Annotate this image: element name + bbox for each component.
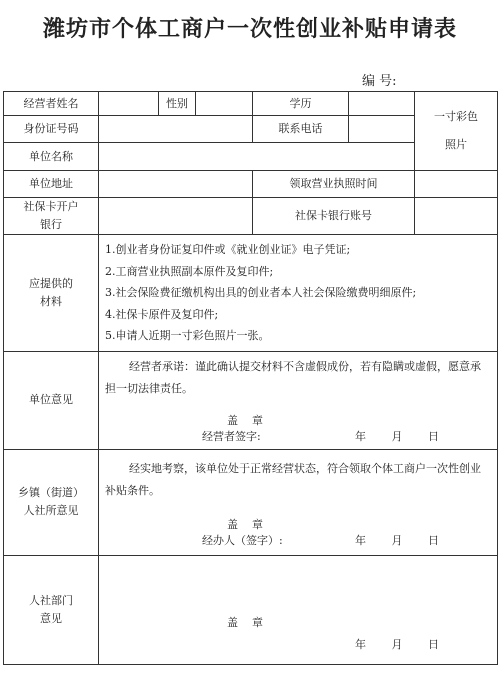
id-number-label: 身份证号码 xyxy=(4,116,99,143)
bank-open-label xyxy=(4,198,99,235)
operator-name-label: 经营者姓名 xyxy=(4,92,99,116)
unit-address-field[interactable] xyxy=(99,171,253,198)
education-field[interactable] xyxy=(349,92,415,116)
dept-opinion-seal: 盖章 xyxy=(227,616,277,629)
card-account-label: 社保卡银行账号 xyxy=(253,198,415,235)
handler-signature-label: 经办人（签字）: xyxy=(202,534,283,547)
list-item: 4.社保卡原件及复印件; xyxy=(105,307,219,321)
operator-signature-label: 经营者签字: xyxy=(202,430,261,443)
row-bank xyxy=(4,198,498,235)
row-materials xyxy=(4,235,498,352)
row-dept-opinion xyxy=(4,555,498,664)
card-account-field[interactable] xyxy=(415,198,498,235)
unit-opinion-text: 经营者承诺：谨此确认提交材料不含虚假成份，若有隐瞒或虚假，愿意承担一切法律责任。 xyxy=(105,360,481,395)
township-opinion-seal: 盖章 xyxy=(227,518,277,531)
license-time-label: 领取营业执照时间 xyxy=(253,171,415,198)
license-time-field[interactable] xyxy=(415,171,498,198)
township-opinion-label-line1: 乡镇（街道） xyxy=(18,486,84,499)
photo-label-line2: 照片 xyxy=(445,138,467,151)
township-opinion-text: 经实地考察，该单位处于正常经营状态，符合领取个体工商户一次性创业补贴条件。 xyxy=(105,462,481,497)
operator-name-field[interactable] xyxy=(99,92,159,116)
dept-opinion-box[interactable] xyxy=(99,555,498,664)
row-unit-opinion xyxy=(4,351,498,449)
list-item: 1.创业者身份证复印件或《就业创业证》电子凭证; xyxy=(105,243,351,256)
township-opinion-label-line2: 人社所意见 xyxy=(23,504,79,517)
phone-field[interactable] xyxy=(349,116,415,143)
unit-opinion-box[interactable] xyxy=(99,351,498,449)
dept-opinion-label-line2: 意见 xyxy=(40,611,62,625)
materials-label-line2: 材料 xyxy=(40,294,62,308)
township-opinion-label xyxy=(4,449,99,555)
materials-list xyxy=(99,235,498,352)
dept-opinion-label xyxy=(4,555,99,664)
unit-opinion-label: 单位意见 xyxy=(4,351,99,449)
education-label: 学历 xyxy=(253,92,349,116)
gender-label: 性别 xyxy=(159,92,196,116)
bank-open-label-line2: 银行 xyxy=(40,218,62,231)
photo-box[interactable] xyxy=(415,92,498,171)
materials-label-line1: 应提供的 xyxy=(29,276,73,290)
list-item: 5.申请人近期一寸彩色照片一张。 xyxy=(105,329,270,342)
row-basic-info xyxy=(4,92,498,116)
phone-label: 联系电话 xyxy=(253,116,349,143)
unit-address-label: 单位地址 xyxy=(4,171,99,198)
bank-open-label-line1: 社保卡开户 xyxy=(23,200,79,213)
township-opinion-date: 年 月 日 xyxy=(355,534,439,547)
list-item: 3.社会保险费征缴机构出具的创业者本人社会保险缴费明细原件; xyxy=(105,286,417,299)
row-township-opinion xyxy=(4,449,498,555)
unit-name-label: 单位名称 xyxy=(4,143,99,171)
township-opinion-box[interactable] xyxy=(99,449,498,555)
list-item: 2.工商营业执照副本原件及复印件; xyxy=(105,264,274,278)
materials-label xyxy=(4,235,99,352)
bank-open-field[interactable] xyxy=(99,198,253,235)
serial-number-label: 编 号: xyxy=(362,74,397,89)
dept-opinion-date: 年 月 日 xyxy=(355,638,439,651)
application-form-table xyxy=(3,91,498,665)
id-number-field[interactable] xyxy=(99,116,253,143)
row-unit-address xyxy=(4,171,498,198)
unit-opinion-seal: 盖章 xyxy=(227,414,277,427)
dept-opinion-label-line1: 人社部门 xyxy=(29,593,73,607)
photo-label-line1: 一寸彩色 xyxy=(434,110,478,123)
unit-opinion-date: 年 月 日 xyxy=(355,430,439,443)
unit-name-field[interactable] xyxy=(99,143,415,171)
form-title: 潍坊市个体工商户一次性创业补贴申请表 xyxy=(42,16,457,42)
gender-field[interactable] xyxy=(196,92,253,116)
